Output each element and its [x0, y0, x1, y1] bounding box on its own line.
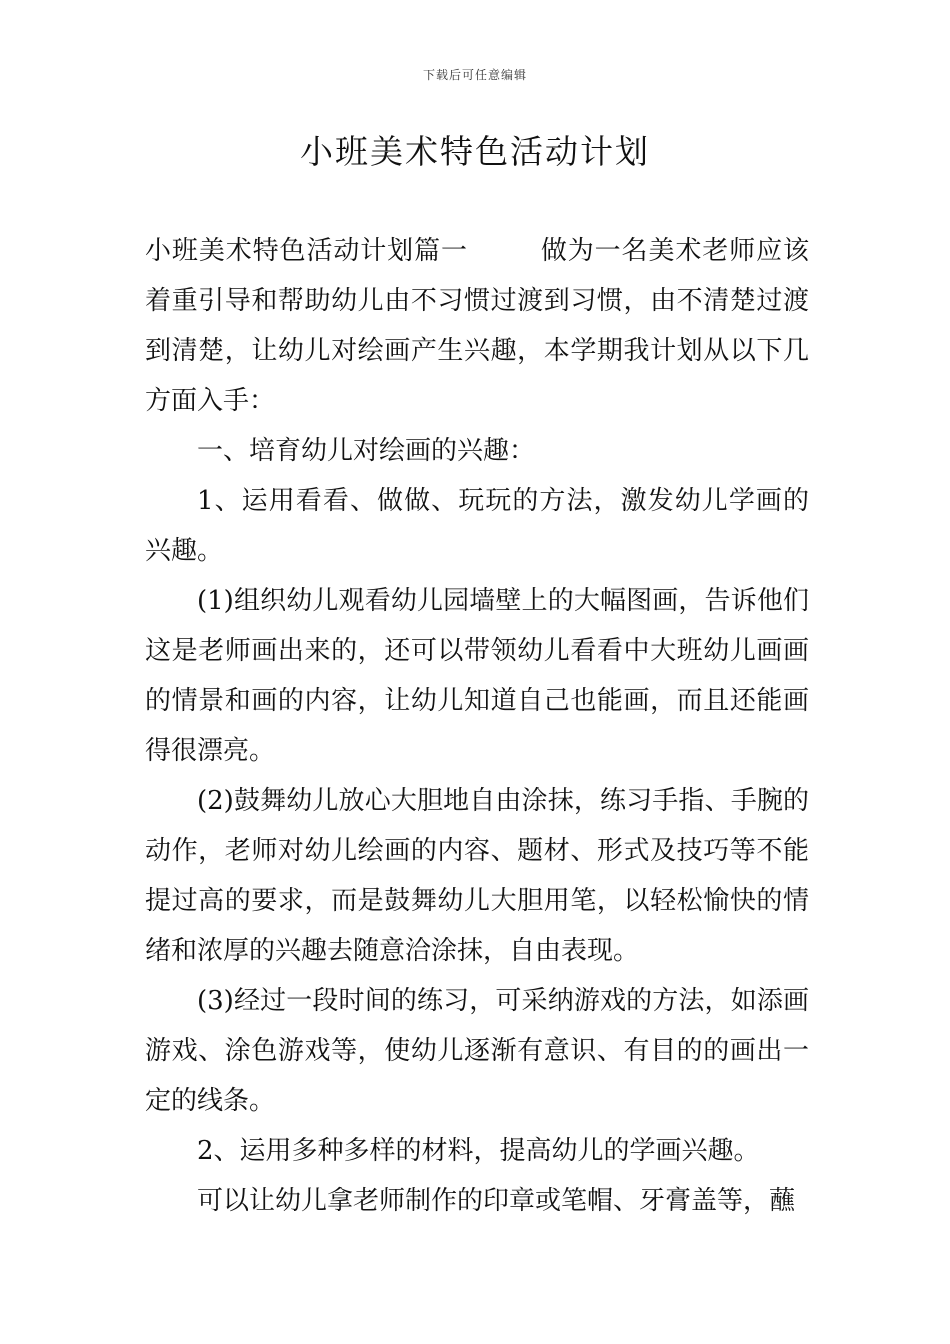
- intro-paragraph: [145, 226, 809, 426]
- section-heading-1: 一、培育幼儿对绘画的兴趣：: [197, 436, 536, 466]
- subsection-heading-1: 1、运用看看、做做、玩玩的方法，激发幼儿学画的兴趣。: [145, 486, 809, 566]
- body-paragraph-4: 可以让幼儿拿老师制作的印章或笔帽、牙膏盖等，蘸: [197, 1186, 796, 1216]
- body-paragraph-3: (3)经过一段时间的练习，可采纳游戏的方法，如添画游戏、涂色游戏等，使幼儿逐渐有意识、有目的的画出一定的线条。: [145, 986, 809, 1116]
- subsection-heading-2: 2、运用多种多样的材料，提高幼儿的学画兴趣。: [197, 1136, 760, 1166]
- intro-lead: 小班美术特色活动计划篇一: [145, 236, 468, 266]
- intro-body: 做为一名美术老师应该着重引导和帮助幼儿由不习惯过渡到习惯，由不清楚过渡到清楚，让幼儿对绘画产生兴趣，本学期我计划从以下几方面入手：: [145, 236, 809, 416]
- document-title: 小班美术特色活动计划: [300, 132, 650, 171]
- document-body: [145, 226, 809, 1226]
- header-note: 下载后可任意编辑: [422, 68, 527, 82]
- body-paragraph-2: (2)鼓舞幼儿放心大胆地自由涂抹，练习手指、手腕的动作，老师对幼儿绘画的内容、题材、形式及技巧等不能提过高的要求，而是鼓舞幼儿大胆用笔，以轻松愉快的情绪和浓厚的兴趣去随意洽涂抹，自由表现。: [145, 786, 809, 966]
- body-paragraph-1: (1)组织幼儿观看幼儿园墙壁上的大幅图画，告诉他们这是老师画出来的，还可以带领幼儿看看中大班幼儿画画的情景和画的内容，让幼儿知道自己也能画，而且还能画得很漂亮。: [145, 586, 809, 766]
